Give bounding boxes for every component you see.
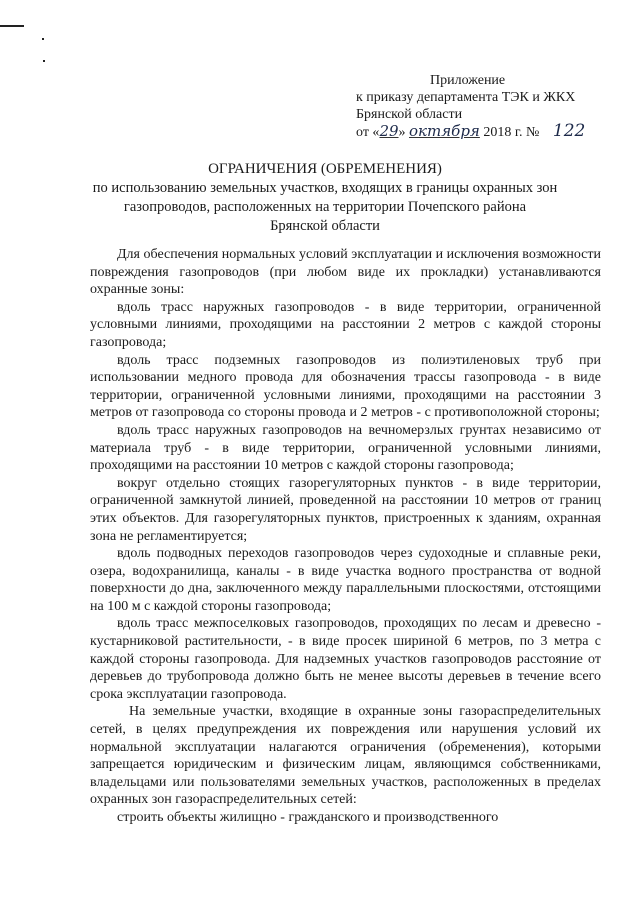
paragraph-forest: вдоль трасс межпоселковых газопроводов, проходящих по лесам и древесно - кустарниковой растительности, - в виде просек шириной 6 метров, по 3 метра с каждой стороны газопровода. Для надземных участков газопроводов расстояние от деревьев до трубопровода должно быть не менее высоты деревьев в течение всего срока эксплуатации газопровода. <box>90 616 601 702</box>
appendix-region-line: Брянской области <box>356 107 463 122</box>
document-title <box>80 160 570 236</box>
date-suffix: 2018 г. № <box>479 125 540 140</box>
appendix-date-line <box>356 123 626 141</box>
document-body <box>90 246 601 827</box>
date-mid: » <box>398 125 410 140</box>
paragraph-regulator: вокруг отдельно стоящих газорегуляторных пунктов - в виде территории, ограниченной замкнутой линией, проведенной на расстоянии 10 метров от границ этих объектов. Для газорегуляторных пунктов, пристроенных к зданиям, охранная зона не регламентируется; <box>90 475 601 544</box>
scan-mark-top <box>0 25 24 27</box>
paragraph-restrictions: На земельные участки, входящие в охранные зоны газораспределительных сетей, в целях предупреждения их повреждения или нарушения условий их нормальной эксплуатации налагаются ограничения (обременения), которыми запрещается юридическим и физическим лицам, являющимся собственниками, владельцами или пользователями земельных участков, расположенных в пределах охранных зон газораспределительных сетей: <box>90 704 601 808</box>
appendix-header <box>356 72 626 141</box>
paragraph-external: вдоль трасс наружных газопроводов - в виде территории, ограниченной условными линиями, проходящими на расстоянии 2 метров с каждой стороны газопровода; <box>90 299 601 350</box>
handwritten-number: 122 <box>552 121 586 141</box>
date-prefix: от « <box>356 125 380 140</box>
paragraph-intro: Для обеспечения нормальных условий эксплуатации и исключения возможности повреждения газопроводов (при любом виде их прокладки) устанавливаются охранные зоны: <box>90 247 601 298</box>
appendix-order-line: к приказу департамента ТЭК и ЖКХ <box>356 90 576 105</box>
title-sub-2: газопроводов, расположенных на территории Почепского района <box>123 199 527 215</box>
paragraph-construction: строить объекты жилищно - гражданского и производственного <box>117 810 499 825</box>
title-main: ОГРАНИЧЕНИЯ (ОБРЕМЕНЕНИЯ) <box>208 161 442 177</box>
paragraph-underground: вдоль трасс подземных газопроводов из полиэтиленовых труб при использовании медного провода для обозначения трассы газопровода - в виде территории, ограниченной условными линиями, проходящими на расстоянии 3 метров от газопровода со стороны провода и 2 метров - с противоположной стороны; <box>90 352 601 421</box>
scan-dot-1 <box>42 38 44 40</box>
paragraph-permafrost: вдоль трасс наружных газопроводов на вечномерзлых грунтах независимо от материала труб - в виде территории, ограниченной условными линиями, проходящими на расстоянии 10 метров с каждой стороны газопровода; <box>90 422 601 474</box>
title-sub-1: по использованию земельных участков, входящих в границы охранных зон <box>92 180 558 196</box>
handwritten-month: октября <box>409 122 480 140</box>
title-sub-3: Брянской области <box>270 218 380 234</box>
scan-dot-2 <box>43 60 45 62</box>
appendix-label: Приложение <box>430 73 506 88</box>
paragraph-underwater: вдоль подводных переходов газопроводов через судоходные и сплавные реки, озера, водохранилища, каналы - в виде участка водного пространства от водной поверхности до дна, заключенного между параллельными плоскостями, отстоящими на 100 м с каждой стороны газопровода; <box>90 546 601 614</box>
handwritten-day: 29 <box>379 122 399 140</box>
